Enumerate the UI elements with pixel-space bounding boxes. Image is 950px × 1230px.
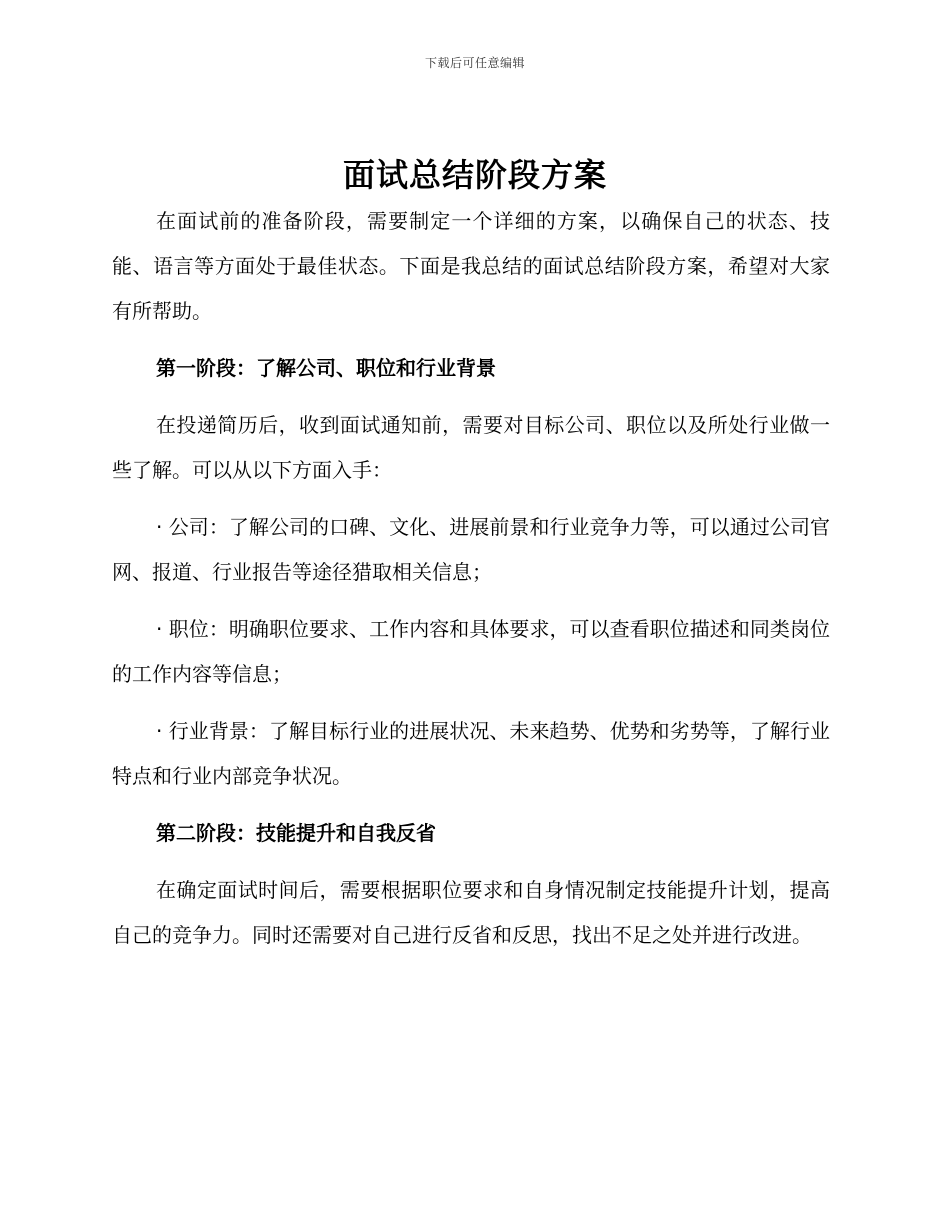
intro-paragraph: 在面试前的准备阶段，需要制定一个详细的方案，以确保自己的状态、技能、语言等方面处于最佳状态。下面是我总结的面试总结阶段方案，希望对大家有所帮助。: [112, 209, 830, 323]
header-note: 下载后可任意编辑: [424, 56, 525, 70]
section-heading-stage-one: 第一阶段：了解公司、职位和行业背景: [156, 356, 496, 380]
stage-one-paragraph: 在投递简历后，收到面试通知前，需要对目标公司、职位以及所处行业做一些了解。可以从以下方面入手：: [112, 413, 830, 482]
bullet-industry: · 行业背景：了解目标行业的进展状况、未来趋势、优势和劣势等，了解行业特点和行业内部竞争状况。: [112, 719, 830, 788]
bullet-company: · 公司：了解公司的口碑、文化、进展前景和行业竞争力等，可以通过公司官网、报道、行业报告等途径猎取相关信息；: [112, 515, 830, 584]
document-title: 面试总结阶段方案: [342, 156, 607, 194]
stage-two-paragraph: 在确定面试时间后，需要根据职位要求和自身情况制定技能提升计划，提高自己的竞争力。同时还需要对自己进行反省和反思，找出不足之处并进行改进。: [112, 878, 830, 947]
bullet-position: · 职位：明确职位要求、工作内容和具体要求，可以查看职位描述和同类岗位的工作内容等信息；: [112, 617, 830, 686]
document-body: [112, 199, 830, 958]
section-heading-stage-two: 第二阶段：技能提升和自我反省: [156, 821, 436, 845]
